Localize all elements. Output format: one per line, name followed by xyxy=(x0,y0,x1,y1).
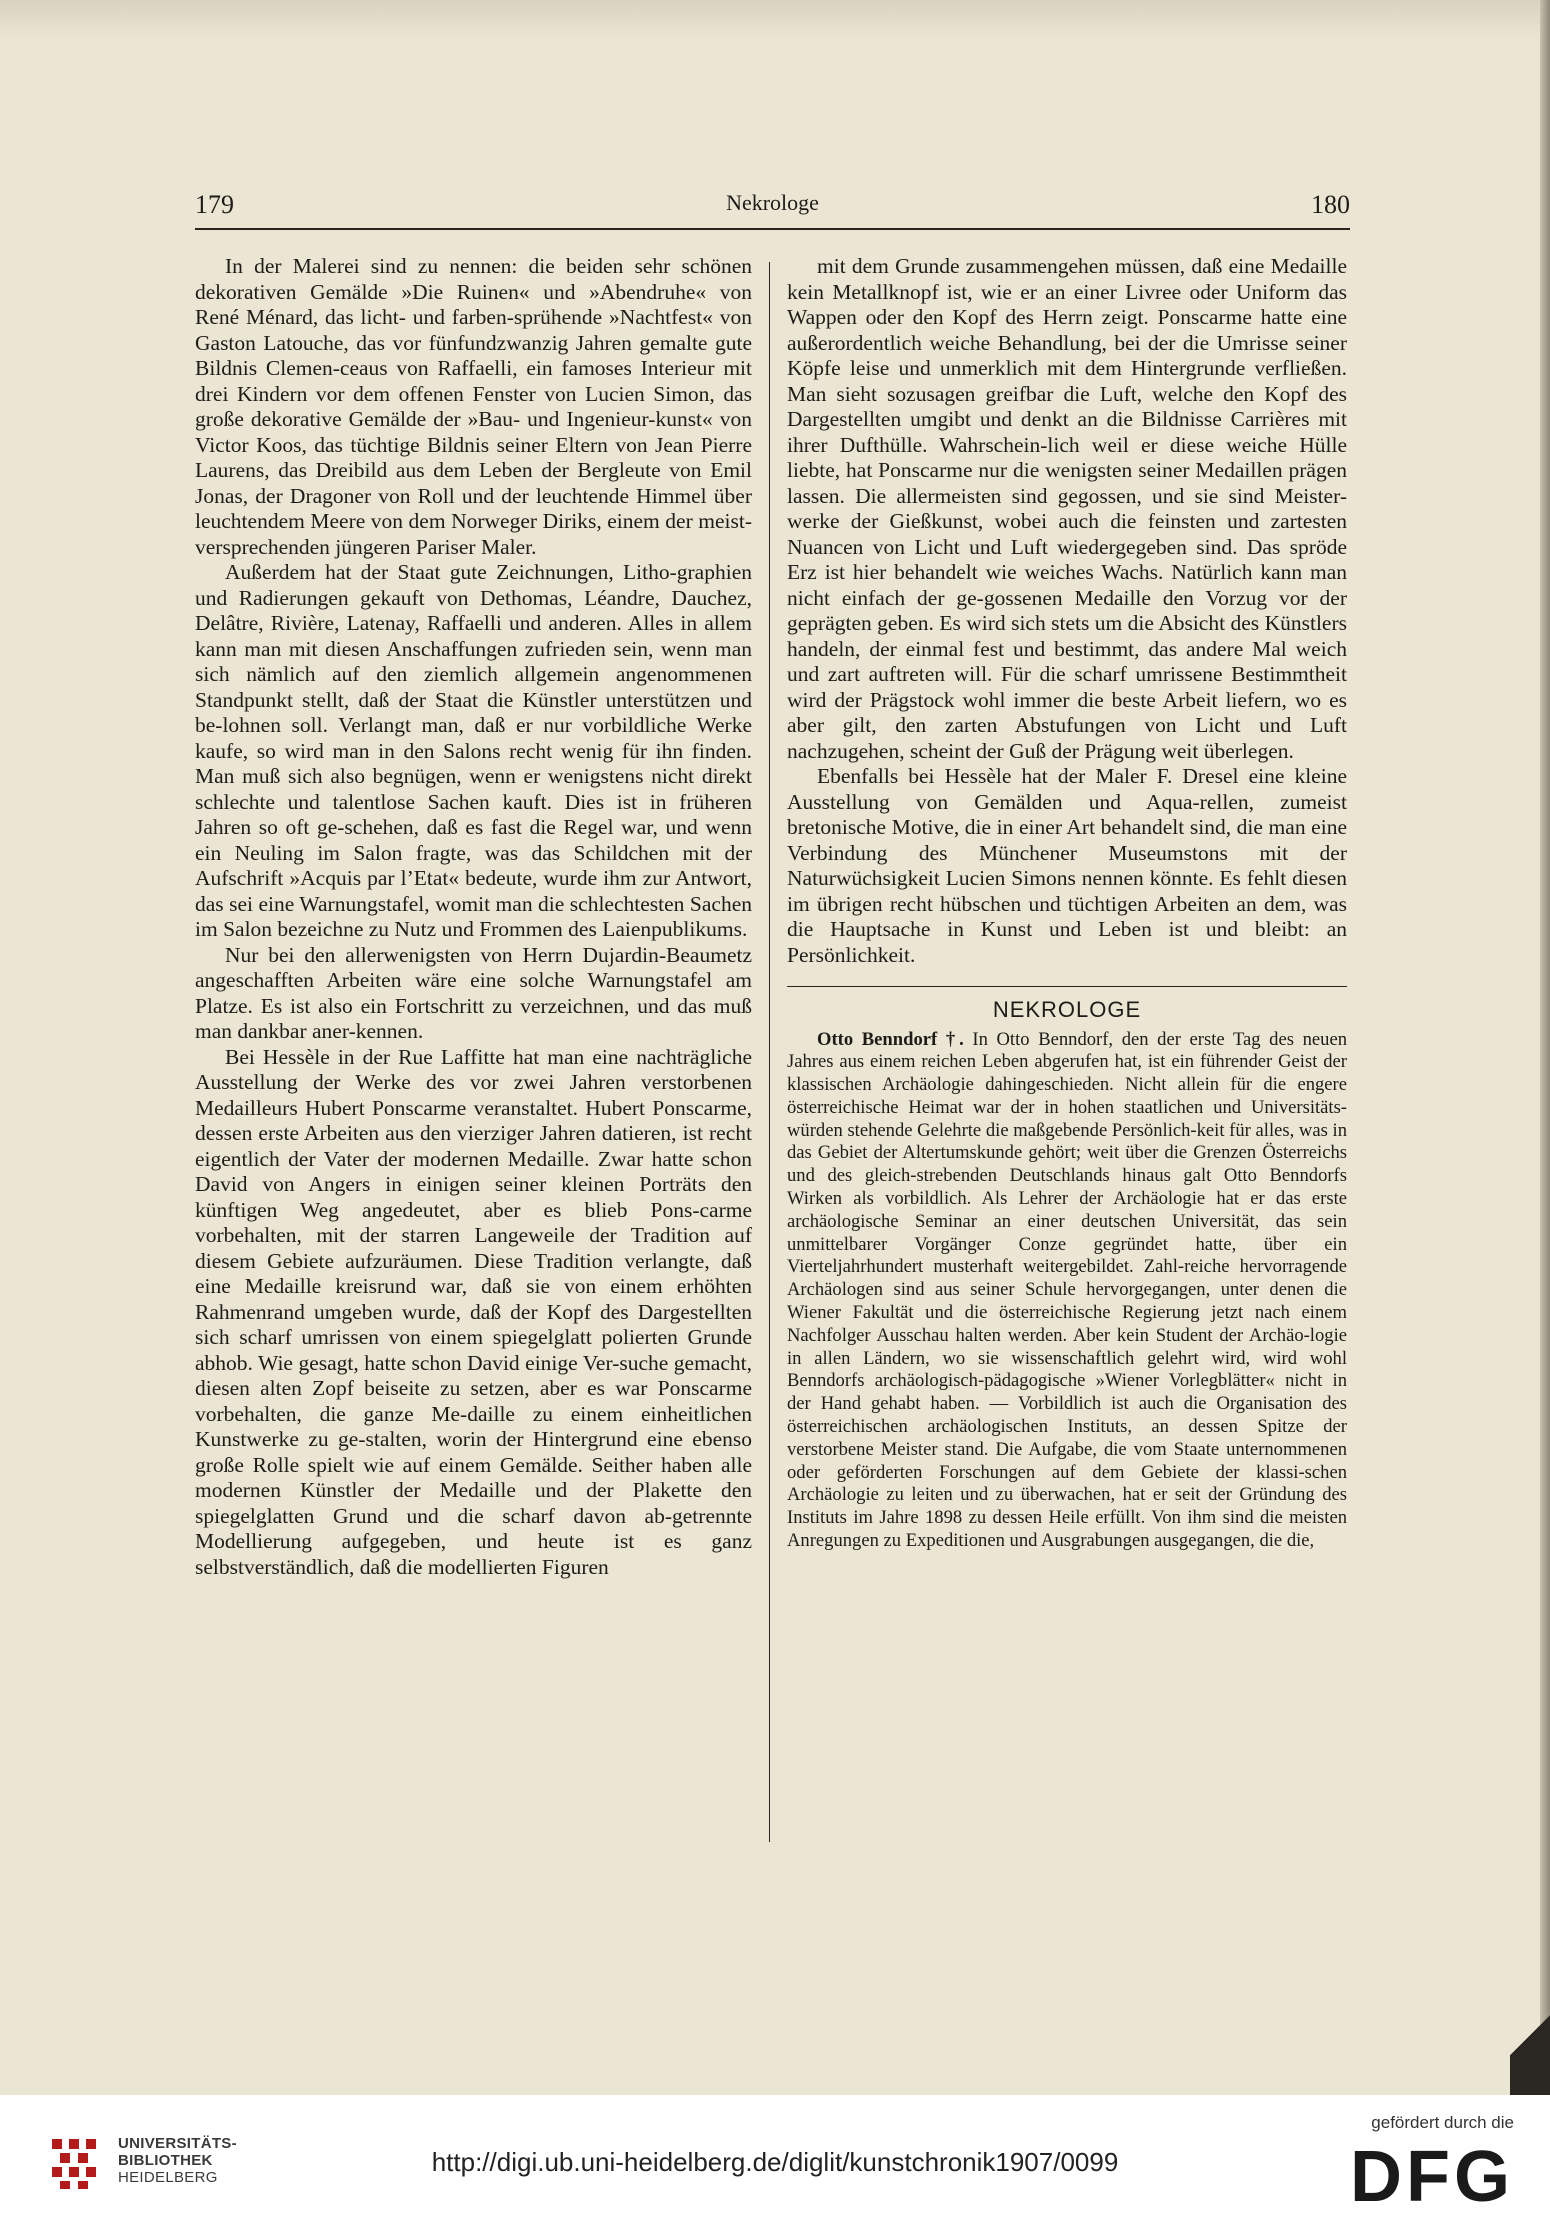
page-scan-edge xyxy=(0,0,1550,40)
section-rule xyxy=(787,986,1347,987)
paragraph: Nur bei den allerwenigsten von Herrn Dujardin-Beaumetz angeschafften Arbeiten wäre eine solche Warnungstafel am Platze. Es ist also ein Fortschritt zu verzeichnen, und das muß man dankbar aner-kennen. xyxy=(195,942,752,1043)
library-name-line: BIBLIOTHEK xyxy=(118,2152,213,2169)
header-rule xyxy=(195,228,1350,230)
obituary-text: In Otto Benndorf, den der erste Tag des neuen Jahres aus einem reichen Leben abgerufen hat, ist ein führender Geist der klassischen Archäologie dahingeschieden. Nicht allein für die engere österreichische Heimat war der in hohen staatlichen und Universitäts-würden stehende Gelehrte die maßgebende Persönlich-keit für alles, was in das Gebiet der Altertumskunde gehört; weit über die Grenzen Österreichs und des gleich-strebenden Deutschlands hinaus galt Otto Benndorfs Wirken als vorbildlich. Als Lehrer der Archäologie hat er das erste archäologische Seminar an einer deutschen Universität, das sein unmittelbarer Vorgänger Conze gegründet hatte, über ein Vierteljahrhundert musterhaft weitergebildet. Zahl-reiche hervorragende Archäologen sind aus seiner Schule hervorgegangen, unter denen die Wiener Fakultät und die österreichische Regierung jetzt nach einem Nachfolger Ausschau halten werden. Aber kein Student der Archäo-logie in allen Ländern, wo sie wissenschaftlich gelehrt wird, wird wohl Benndorfs archäologisch-pädagogische »Wiener Vorlegblätter« nicht in der Hand gehabt haben. — Vorbildlich ist auch die Organisation des österreichischen archäologischen Instituts, an dessen Spitze der verstorbene Meister stand. Die Aufgabe, die vom Staate unternommenen oder geförderten Forschungen auf dem Gebiete der klassi-schen Archäologie zu leiten und zu überwachen, hat er seit der Gründung des Instituts im Jahre 1898 zu dessen Heile erfüllt. Von ihm sind die meisten Anregungen zu Expeditionen und Ausgrabungen ausgegangen, die die, xyxy=(787,1028,1347,1552)
library-name-line: UNIVERSITÄTS- xyxy=(118,2135,237,2152)
page-corner-shadow xyxy=(1510,1960,1550,2110)
running-title: Nekrologe xyxy=(726,190,819,215)
obituary-paragraph xyxy=(787,1029,1347,1553)
obituary-name: Otto Benndorf †. xyxy=(817,1028,964,1050)
paragraph: In der Malerei sind zu nennen: die beiden sehr schönen dekorativen Gemälde »Die Ruinen« und »Abendruhe« von René Ménard, das licht- und farben-sprühende »Nachtfest« von Gaston Latouche, das vor fünfundzwanzig Jahren gemalte gute Bildnis Clemen-ceaus von Raffaelli, ein famoses Interieur mit drei Kindern vor dem offenen Fenster von Lucien Simon, das große dekorative Gemälde der »Bau- und Ingenieur-kunst« von Victor Koos, das tüchtige Bildnis seiner Eltern von Jean Pierre Laurens, das Dreibild aus dem Leben der Bergleute von Emil Jonas, der Dragoner von Roll und der leuchtende Himmel über leuchtendem Meere von dem Norweger Diriks, einem der meist-versprechenden jüngeren Pariser Maler. xyxy=(195,254,752,559)
page-number-right: 180 xyxy=(1311,190,1350,219)
viewer-footer xyxy=(0,2095,1550,2234)
right-column xyxy=(787,254,1347,1553)
dfg-logo: DFG xyxy=(1350,2137,1514,2217)
section-title: NEKROLOGE xyxy=(992,997,1142,1022)
library-name-line: HEIDELBERG xyxy=(118,2169,218,2186)
page-right-edge xyxy=(1540,0,1550,2095)
permalink[interactable]: http://digi.ub.uni-heidelberg.de/diglit/kunstchronik1907/0099 xyxy=(431,2147,1119,2177)
column-divider xyxy=(769,262,770,1842)
paragraph: Bei Hessèle in der Rue Laffitte hat man eine nachträgliche Ausstellung der Werke des vor zwei Jahren verstorbenen Medailleurs Hubert Ponscarme veranstaltet. Hubert Ponscarme, dessen erste Arbeiten aus den vierziger Jahren datieren, ist recht eigentlich der Vater der modernen Medaille. Zwar hatte schon David von Angers in einigen seiner kleinen Porträts den künftigen Weg angedeutet, aber es blieb Pons-carme vorbehalten, mit der starren Langeweile der Tradition auf diesem Gebiete aufzuräumen. Diese Tradition verlangte, daß eine Medaille kreisrund war, daß sie von einem erhöhten Rahmenrand umgeben wurde, daß der Kopf des Dargestellten sich scharf umrissen von einem spiegelglatt polierten Grunde abhob. Wie gesagt, hatte schon David einige Ver-suche gemacht, diesen alten Zopf beiseite zu setzen, aber es war Ponscarme vorbehalten, die ganze Me-daille zu einem einheitlichen Kunstwerke zu ge-stalten, worin der Hintergrund eine ebenso große Rolle spielt wie auf einem Gemälde. Seither haben alle modernen Künstler der Medaille und der Plakette den spiegelglatten Grund und die scharf davon ab-getrennte Modellierung aufgegeben, und heute ist es ganz selbstverständlich, daß die modellierten Figuren xyxy=(195,1044,752,1579)
running-head xyxy=(195,186,1350,224)
page-number-left: 179 xyxy=(195,190,234,219)
left-column xyxy=(195,254,752,1580)
paragraph: Ebenfalls bei Hessèle hat der Maler F. Dresel eine kleine Ausstellung von Gemälden und Aqua-rellen, zumeist bretonische Motive, die in einer Art behandelt sind, die man eine Verbindung des Münchener Museumstons mit der Naturwüchsigkeit Lucien Simons nennen könnte. Es fehlt diesen im übrigen recht hübschen und tüchtigen Arbeiten an dem, was die Hauptsache in Kunst und Leben ist und bleibt: an Persönlichkeit. xyxy=(787,764,1347,967)
funding-label: gefördert durch die xyxy=(1371,2113,1514,2132)
paragraph: mit dem Grunde zusammengehen müssen, daß eine Medaille kein Metallknopf ist, wie er an einer Livree oder Uniform das Wappen oder den Kopf des Herrn zeigt. Ponscarme hatte eine außerordentlich weiche Behandlung, bei der die Umrisse seiner Köpfe leise und unmerklich mit dem Hintergrunde verfließen. Man sieht sozusagen greifbar die Luft, welche den Kopf des Dargestellten umgibt und denkt an die Bildnisse Carrières mit ihrer Dufthülle. Wahrschein-lich weil er diese weiche Hülle liebte, hat Ponscarme nur die wenigsten seiner Medaillen prägen lassen. Die allermeisten sind gegossen, und sie sind Meister-werke der Gießkunst, wobei auch die feinsten und zartesten Nuancen von Licht und Luft wiedergegeben sind. Das spröde Erz ist hier behandelt wie weiches Wachs. Natürlich kann man nicht einfach der ge-gossenen Medaille den Vorzug vor der geprägten geben. Es wird sich stets um die Absicht des Künstlers handeln, der einmal fest und bestimmt, das andere Mal weich und zart auftreten will. Für die scharf umrissene Bestimmtheit wird der Prägstock wohl immer die beste Arbeit liefern, wo es aber gilt, den zarten Abstufungen von Licht und Luft nachzugehen, scheint der Guß der Prägung weit überlegen. xyxy=(787,254,1347,763)
paragraph: Außerdem hat der Staat gute Zeichnungen, Litho-graphien und Radierungen gekauft von Dethomas, Léandre, Dauchez, Delâtre, Rivière, Latenay, Raffaelli und anderen. Alles in allem kann man mit diesen Anschaffungen zufrieden sein, wenn man sich nämlich auf den ziemlich allgemein angenommenen Standpunkt stellt, daß der Staat die Künstler unterstützen und be-lohnen soll. Verlangt man, daß er nur vorbildliche Werke kaufe, so wird man in den Salons recht wenig für ihn finden. Man muß sich also begnügen, wenn er wenigstens nicht direkt schlechte und talentlose Sachen kauft. Dies ist in früheren Jahren so oft ge-schehen, daß es fast die Regel war, und wenn ein Neuling im Salon fragte, was das Schildchen mit der Aufschrift »Acquis par l’Etat« bedeute, wurde ihm zur Antwort, das sei eine Warnungstafel, womit man die schlechtesten Sachen im Salon bezeichne zu Nutz und Frommen des Laienpublikums. xyxy=(195,560,752,941)
